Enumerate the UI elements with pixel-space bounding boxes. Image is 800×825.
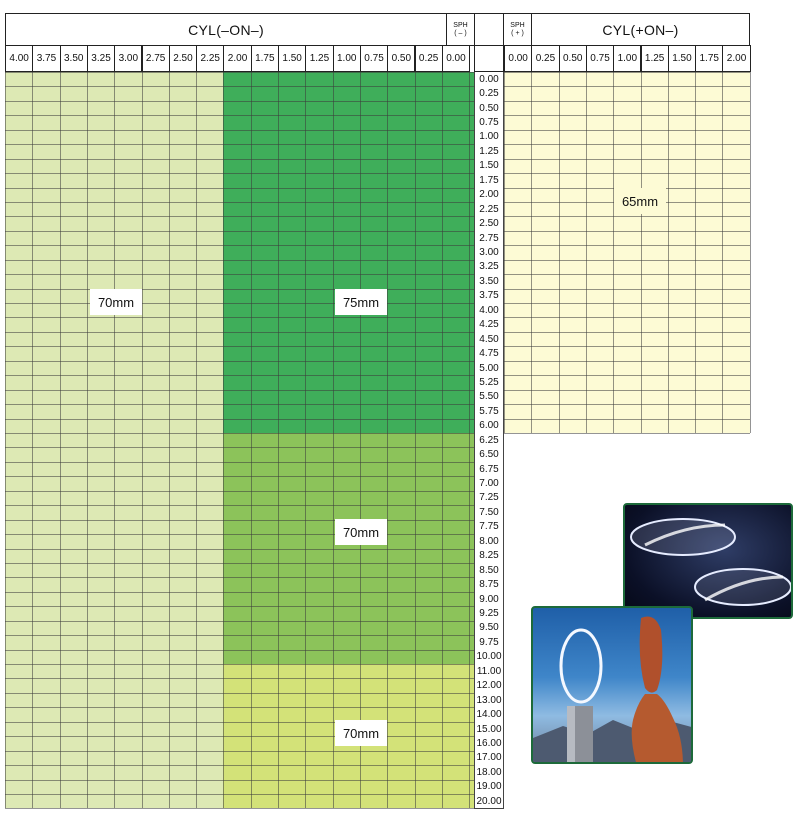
tag-left-pale: 70mm bbox=[90, 289, 142, 315]
grid-row-line bbox=[5, 216, 474, 217]
cyl-minus-col-header: 1.25 bbox=[305, 45, 333, 72]
grid-col-line bbox=[87, 72, 88, 808]
cyl-plus-col-header: 1.00 bbox=[613, 45, 641, 72]
grid-row-line bbox=[5, 375, 474, 376]
cyl-minus-col-header: 3.25 bbox=[87, 45, 115, 72]
grid-row-line-plus bbox=[504, 332, 750, 333]
sph-row-label: 13.00 bbox=[474, 693, 504, 708]
sph-row-label: 3.25 bbox=[474, 260, 504, 275]
sph-row-label: 1.00 bbox=[474, 130, 504, 145]
sph-row-label: 3.75 bbox=[474, 289, 504, 304]
sph-row-label: 18.00 bbox=[474, 765, 504, 780]
grid-row-line bbox=[5, 332, 474, 333]
cyl-plus-col-header: 0.25 bbox=[531, 45, 559, 72]
cyl-minus-col-header: 1.75 bbox=[251, 45, 279, 72]
grid-col-line-plus bbox=[750, 72, 751, 433]
grid-col-line-plus bbox=[531, 72, 532, 433]
grid-row-line bbox=[5, 202, 474, 203]
grid-row-line-plus bbox=[504, 101, 750, 102]
grid-row-line-plus bbox=[504, 419, 750, 420]
sph-row-label: 7.75 bbox=[474, 520, 504, 535]
sph-row-label: 0.00 bbox=[474, 72, 504, 87]
sph-row-label: 1.50 bbox=[474, 159, 504, 174]
sph-row-label: 7.25 bbox=[474, 491, 504, 506]
sph-row-label: 4.50 bbox=[474, 332, 504, 347]
sph-row-label: 4.75 bbox=[474, 346, 504, 361]
grid-row-line bbox=[5, 404, 474, 405]
header-spacer-2 bbox=[474, 45, 504, 72]
grid-row-line bbox=[5, 447, 474, 448]
grid-col-line-plus bbox=[586, 72, 587, 433]
grid-col-line bbox=[142, 72, 143, 808]
cyl-plus-col-header: 1.25 bbox=[641, 45, 669, 72]
sph-row-label: 0.25 bbox=[474, 86, 504, 101]
grid-row-line bbox=[5, 736, 474, 737]
sph-row-label: 8.75 bbox=[474, 577, 504, 592]
grid-col-line-plus bbox=[695, 72, 696, 433]
grid-col-line bbox=[387, 72, 388, 808]
grid-row-line bbox=[5, 159, 474, 160]
grid-col-line-plus bbox=[722, 72, 723, 433]
cyl-plus-col-header: 1.75 bbox=[695, 45, 723, 72]
grid-row-line bbox=[5, 722, 474, 723]
grid-row-line bbox=[5, 289, 474, 290]
grid-row-line bbox=[5, 361, 474, 362]
sph-row-label: 15.00 bbox=[474, 722, 504, 737]
grid-row-line bbox=[5, 592, 474, 593]
grid-row-line bbox=[5, 505, 474, 506]
grid-col-line-plus bbox=[613, 72, 614, 433]
cyl-minus-col-header: 0.50 bbox=[387, 45, 415, 72]
sph-row-label: 7.00 bbox=[474, 476, 504, 491]
sph-row-label: 19.00 bbox=[474, 780, 504, 795]
grid-row-line-plus bbox=[504, 390, 750, 391]
grid-row-line-plus bbox=[504, 303, 750, 304]
grid-row-line bbox=[5, 303, 474, 304]
grid-row-line-plus bbox=[504, 274, 750, 275]
sph-row-label: 5.75 bbox=[474, 404, 504, 419]
sph-row-label: 2.75 bbox=[474, 231, 504, 246]
tag-yellow-green: 70mm bbox=[335, 720, 387, 746]
grid-col-line bbox=[360, 72, 361, 808]
tag-mid-green: 70mm bbox=[335, 519, 387, 545]
lens-discs-icon bbox=[625, 505, 793, 619]
sph-row-label: 6.50 bbox=[474, 447, 504, 462]
cyl-plus-title: CYL(+ON–) bbox=[531, 13, 750, 46]
grid-row-line bbox=[5, 476, 474, 477]
grid-row-line bbox=[5, 780, 474, 781]
cyl-plus-col-header: 2.00 bbox=[722, 45, 750, 72]
cyl-plus-col-header: 0.50 bbox=[559, 45, 587, 72]
region-dark-green bbox=[223, 72, 474, 433]
sph-row-label: 2.00 bbox=[474, 188, 504, 203]
cyl-minus-col-header: 3.50 bbox=[60, 45, 88, 72]
grid-row-line-plus bbox=[504, 72, 750, 73]
cyl-minus-col-header: 0.25 bbox=[415, 45, 443, 72]
grid-row-line-plus bbox=[504, 216, 750, 217]
grid-col-line bbox=[223, 72, 224, 808]
sph-row-label: 6.25 bbox=[474, 433, 504, 448]
cyl-minus-col-header: 2.50 bbox=[169, 45, 197, 72]
grid-row-line bbox=[5, 650, 474, 651]
sph-row-label: 0.50 bbox=[474, 101, 504, 116]
sph-row-label: 1.75 bbox=[474, 173, 504, 188]
grid-col-line bbox=[114, 72, 115, 808]
grid-row-line bbox=[5, 693, 474, 694]
grid-row-line bbox=[5, 317, 474, 318]
grid-row-line-plus bbox=[504, 433, 750, 434]
sph-row-label: 4.25 bbox=[474, 317, 504, 332]
grid-row-line bbox=[5, 231, 474, 232]
grid-row-line-plus bbox=[504, 361, 750, 362]
grid-row-line bbox=[5, 72, 474, 73]
sph-row-label: 9.75 bbox=[474, 635, 504, 650]
sph-row-label: 12.00 bbox=[474, 678, 504, 693]
grid-row-line-plus bbox=[504, 159, 750, 160]
grid-row-line bbox=[5, 346, 474, 347]
sph-row-label: 5.00 bbox=[474, 361, 504, 376]
grid-row-line-plus bbox=[504, 231, 750, 232]
tag-plus-cream: 65mm bbox=[614, 188, 666, 214]
grid-row-line bbox=[5, 130, 474, 131]
grid-row-line bbox=[5, 534, 474, 535]
grid-col-line-plus bbox=[641, 72, 642, 433]
cyl-plus-col-header: 0.75 bbox=[586, 45, 614, 72]
cyl-minus-col-header: 2.25 bbox=[196, 45, 224, 72]
sph-row-label: 6.00 bbox=[474, 419, 504, 434]
sph-row-label: 1.25 bbox=[474, 144, 504, 159]
cyl-minus-col-header: 2.00 bbox=[223, 45, 251, 72]
lens-photo-icon bbox=[623, 503, 793, 619]
sph-row-label: 5.25 bbox=[474, 375, 504, 390]
grid-row-line bbox=[5, 707, 474, 708]
cyl-minus-col-header: 1.50 bbox=[278, 45, 306, 72]
cyl-plus-col-header: 0.00 bbox=[504, 45, 532, 72]
rock-lens-photo-icon bbox=[531, 606, 693, 764]
grid-row-line bbox=[5, 664, 474, 665]
grid-row-line bbox=[5, 621, 474, 622]
grid-col-line-plus bbox=[668, 72, 669, 433]
grid-row-line bbox=[5, 520, 474, 521]
sph-row-label: 4.00 bbox=[474, 303, 504, 318]
grid-row-line-plus bbox=[504, 289, 750, 290]
header-spacer bbox=[474, 13, 504, 46]
cyl-minus-col-header: 3.00 bbox=[114, 45, 142, 72]
sph-row-label: 8.25 bbox=[474, 549, 504, 564]
grid-row-line bbox=[5, 260, 474, 261]
region-plus-cream bbox=[504, 72, 750, 433]
grid-col-line bbox=[305, 72, 306, 808]
grid-row-line bbox=[5, 549, 474, 550]
grid-row-line bbox=[5, 577, 474, 578]
sph-row-label: 16.00 bbox=[474, 736, 504, 751]
sph-row-label: 17.00 bbox=[474, 751, 504, 766]
sph-row-label: 6.75 bbox=[474, 462, 504, 477]
grid-row-line bbox=[5, 115, 474, 116]
sph-row-label: 5.50 bbox=[474, 390, 504, 405]
grid-row-line-plus bbox=[504, 86, 750, 87]
sph-row-label: 20.00 bbox=[474, 794, 504, 809]
grid-row-line-plus bbox=[504, 144, 750, 145]
sph-row-label: 3.50 bbox=[474, 274, 504, 289]
grid-row-line bbox=[5, 433, 474, 434]
grid-col-line bbox=[442, 72, 443, 808]
grid-row-line bbox=[5, 245, 474, 246]
grid-row-line bbox=[5, 635, 474, 636]
sph-minus-header-label: SPH bbox=[453, 21, 468, 29]
grid-col-line bbox=[333, 72, 334, 808]
sph-plus-header-label: SPH bbox=[510, 21, 525, 29]
grid-row-line bbox=[5, 101, 474, 102]
grid-row-line bbox=[5, 491, 474, 492]
grid-row-line bbox=[5, 188, 474, 189]
grid-row-line-plus bbox=[504, 173, 750, 174]
cyl-minus-col-header: 1.00 bbox=[333, 45, 361, 72]
grid-col-line bbox=[196, 72, 197, 808]
sph-row-label: 14.00 bbox=[474, 707, 504, 722]
balancing-rock-icon bbox=[533, 608, 693, 764]
sph-row-label: 10.00 bbox=[474, 650, 504, 665]
sph-row-label: 3.00 bbox=[474, 245, 504, 260]
sph-plus-header-sign: ( + ) bbox=[511, 29, 524, 37]
sph-minus-header bbox=[446, 13, 475, 46]
grid-row-line-plus bbox=[504, 130, 750, 131]
cyl-minus-col-header: 0.75 bbox=[360, 45, 388, 72]
sph-row-label: 8.50 bbox=[474, 563, 504, 578]
sph-row-label: 7.50 bbox=[474, 505, 504, 520]
tag-dark-green: 75mm bbox=[335, 289, 387, 315]
sph-row-label: 0.75 bbox=[474, 115, 504, 130]
grid-row-line bbox=[5, 390, 474, 391]
grid-row-line bbox=[5, 462, 474, 463]
grid-row-line bbox=[5, 606, 474, 607]
grid-row-line-plus bbox=[504, 245, 750, 246]
grid-row-line bbox=[5, 794, 474, 795]
grid-row-line-plus bbox=[504, 375, 750, 376]
sph-row-label: 9.25 bbox=[474, 606, 504, 621]
sph-row-label: 11.00 bbox=[474, 664, 504, 679]
grid-col-line bbox=[278, 72, 279, 808]
grid-col-line bbox=[32, 72, 33, 808]
grid-col-line bbox=[469, 72, 470, 808]
grid-row-line bbox=[5, 86, 474, 87]
cyl-minus-col-header: 3.75 bbox=[32, 45, 60, 72]
grid-col-line-plus bbox=[559, 72, 560, 433]
grid-row-line bbox=[5, 765, 474, 766]
sph-row-label: 9.50 bbox=[474, 621, 504, 636]
grid-row-line-plus bbox=[504, 260, 750, 261]
grid-row-line-plus bbox=[504, 346, 750, 347]
grid-col-line bbox=[5, 72, 6, 808]
grid-row-line bbox=[5, 563, 474, 564]
grid-col-line bbox=[415, 72, 416, 808]
grid-row-line bbox=[5, 274, 474, 275]
cyl-plus-col-header: 1.50 bbox=[668, 45, 696, 72]
grid-row-line bbox=[5, 419, 474, 420]
sph-row-label: 9.00 bbox=[474, 592, 504, 607]
cyl-minus-col-header: 4.00 bbox=[5, 45, 33, 72]
cyl-minus-col-header: 2.75 bbox=[142, 45, 170, 72]
sph-row-label: 8.00 bbox=[474, 534, 504, 549]
grid-row-line-plus bbox=[504, 115, 750, 116]
grid-col-line bbox=[169, 72, 170, 808]
grid-row-line bbox=[5, 751, 474, 752]
grid-row-line-plus bbox=[504, 317, 750, 318]
grid-col-line bbox=[251, 72, 252, 808]
cyl-minus-col-header: 0.00 bbox=[442, 45, 470, 72]
sph-row-label: 2.25 bbox=[474, 202, 504, 217]
grid-col-line bbox=[60, 72, 61, 808]
grid-row-line bbox=[5, 144, 474, 145]
sph-minus-header-sign: ( – ) bbox=[454, 29, 467, 37]
sph-plus-header bbox=[503, 13, 532, 46]
grid-row-line bbox=[5, 173, 474, 174]
cyl-minus-title: CYL(–ON–) bbox=[5, 13, 447, 46]
grid-col-line-plus bbox=[504, 72, 505, 433]
grid-row-line bbox=[5, 808, 474, 809]
grid-row-line-plus bbox=[504, 404, 750, 405]
grid-row-line bbox=[5, 678, 474, 679]
sph-row-label: 2.50 bbox=[474, 216, 504, 231]
